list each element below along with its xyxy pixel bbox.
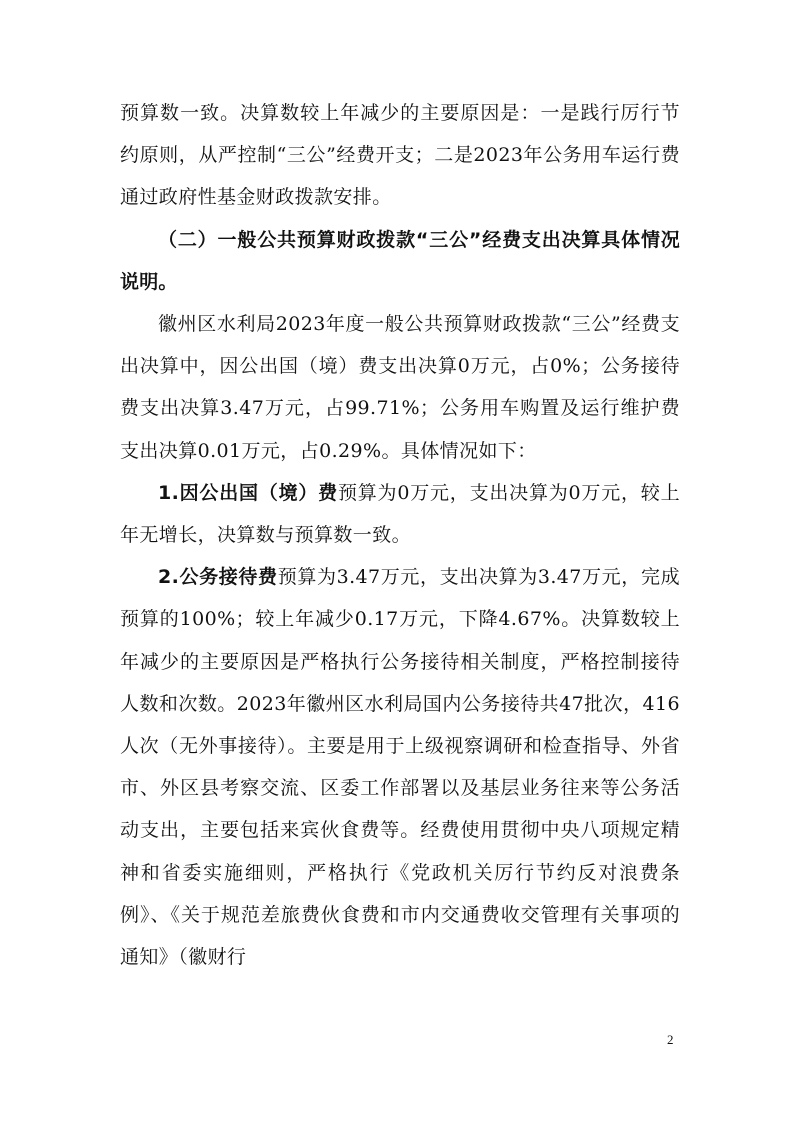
document-body <box>120 92 680 978</box>
paragraph-overseas-travel <box>120 472 680 556</box>
overseas-travel-label: 1.因公出国（境）费 <box>158 481 338 504</box>
paragraph-reason-decrease: 预算数一致。决算数较上年减少的主要原因是：一是践行厉行节约原则，从严控制“三公”经费开支；二是2023年公务用车运行费通过政府性基金财政拨款安排。 <box>120 102 680 209</box>
page-number: 2 <box>667 1032 674 1047</box>
official-reception-text: 预算为3.47万元，支出决算为3.47万元，完成预算的100%；较上年减少0.17万元，下降4.67%。决算数较上年减少的主要原因是严格执行公务接待相关制度，严格控制接待人数和次数。2023年徽州区水利局国内公务接待共47批次，416人次（无外事接待）。主要是用于上级视察调研和检查指导、外省市、外区县考察交流、区委工作部署以及基层业务往来等公务活动支出，主要包括来宾伙食费等。经费使用贯彻中央八项规定精神和省委实施细则，严格执行《党政机关厉行节约反对浪费条例》、《关于规范差旅费伙食费和市内交通费收交管理有关事项的通知》（徽财行 <box>120 566 680 969</box>
paragraph-three-public-summary: 徽州区水利局2023年度一般公共预算财政拨款“三公”经费支出决算中，因公出国（境）费支出决算0万元，占0%；公务接待费支出决算3.47万元，占99.71%；公务用车购置及运行维护费支出决算0.01万元，占0.29%。具体情况如下： <box>120 313 680 462</box>
official-reception-label: 2.公务接待费 <box>158 566 278 589</box>
overseas-travel-text: 预算为0万元，支出决算为0万元，较上年无增长，决算数与预算数一致。 <box>120 481 680 547</box>
paragraph-official-reception <box>120 556 680 978</box>
section-heading-2: （二）一般公共预算财政拨款“三公”经费支出决算具体情况说明。 <box>120 228 680 293</box>
